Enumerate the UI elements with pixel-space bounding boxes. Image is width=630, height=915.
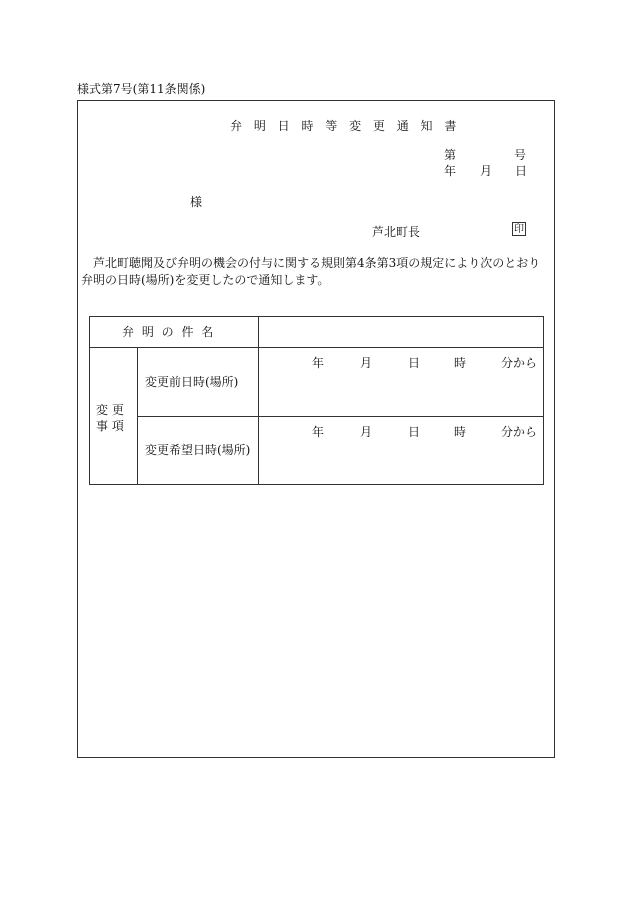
form-code: 様式第7号(第11条関係) — [77, 82, 206, 96]
before-day: 日 — [408, 356, 421, 370]
body-text: 芦北町聴聞及び弁明の機会の付与に関する規則第4条第3項の規定により次のとおり弁明の日時(場所)を変更したので通知します。 — [81, 256, 541, 287]
number-suffix: 号 — [514, 148, 527, 162]
requested-year: 年 — [312, 425, 325, 439]
before-month: 月 — [360, 356, 373, 370]
requested-hour: 時 — [454, 425, 467, 439]
change-items-label-1: 変 更 — [96, 403, 124, 417]
requested-day: 日 — [408, 425, 421, 439]
addressee-honorific: 様 — [190, 195, 203, 209]
before-minute: 分から — [501, 356, 538, 370]
case-name-label: 弁 明 の 件 名 — [122, 325, 216, 339]
sender-name: 芦北町長 — [372, 225, 421, 239]
table-divider-items — [137, 347, 138, 485]
requested-month: 月 — [360, 425, 373, 439]
requested-minute: 分から — [501, 425, 538, 439]
table-divider-rows — [137, 416, 544, 417]
date-year: 年 — [444, 164, 457, 178]
change-table — [89, 316, 544, 485]
change-items-label-2: 事 項 — [96, 419, 124, 433]
before-year: 年 — [312, 356, 325, 370]
table-divider-case — [89, 347, 544, 348]
number-prefix: 第 — [444, 148, 457, 162]
seal-mark: 印 — [514, 224, 524, 235]
document-title: 弁 明 日 時 等 変 更 通 知 書 — [230, 119, 461, 133]
before-hour: 時 — [454, 356, 467, 370]
date-month: 月 — [480, 164, 493, 178]
date-day: 日 — [515, 164, 528, 178]
requested-datetime-label: 変更希望日時(場所) — [145, 443, 251, 457]
table-divider-labels — [258, 316, 259, 485]
before-datetime-label: 変更前日時(場所) — [145, 375, 239, 389]
